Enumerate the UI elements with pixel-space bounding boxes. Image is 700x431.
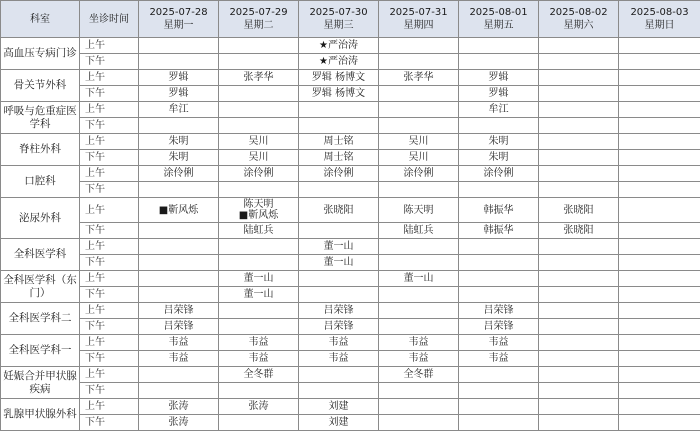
doctor-cell	[299, 367, 379, 383]
period-label: 上午	[80, 367, 139, 383]
doctor-cell	[299, 102, 379, 118]
doctor-cell	[139, 223, 219, 239]
doctor-cell: 陆虹兵	[219, 223, 299, 239]
doctor-cell	[379, 38, 459, 54]
schedule-row	[1, 38, 700, 54]
doctor-cell	[219, 86, 299, 102]
day-date: 2025-07-29	[229, 7, 287, 18]
period-label: 下午	[80, 287, 139, 303]
day-header-mon	[139, 1, 219, 38]
doctor-cell: 张涛	[219, 399, 299, 415]
doctor-cell	[219, 182, 299, 198]
department-name: 全科医学科（东门）	[1, 271, 80, 303]
doctor-cell: 韦益	[459, 351, 539, 367]
doctor-cell: 刘建	[299, 415, 379, 431]
day-header-tue	[219, 1, 299, 38]
doctor-cell	[619, 319, 700, 335]
period-label: 上午	[80, 38, 139, 54]
doctor-cell	[379, 86, 459, 102]
doctor-cell: 陈天明 ■靳风烁	[219, 198, 299, 223]
period-label: 上午	[80, 335, 139, 351]
doctor-cell: 韦益	[299, 335, 379, 351]
doctor-cell	[459, 54, 539, 70]
doctor-cell	[539, 182, 619, 198]
doctor-cell: 牟江	[139, 102, 219, 118]
doctor-cell: 吕荣锋	[139, 319, 219, 335]
doctor-cell: 吴川	[219, 134, 299, 150]
doctor-cell	[619, 287, 700, 303]
doctor-cell	[539, 150, 619, 166]
doctor-cell: 吕荣锋	[459, 303, 539, 319]
doctor-cell	[299, 223, 379, 239]
schedule-row	[1, 198, 700, 223]
period-label: 下午	[80, 150, 139, 166]
doctor-cell	[619, 367, 700, 383]
doctor-cell: 吕荣锋	[299, 303, 379, 319]
day-header-thu	[379, 1, 459, 38]
doctor-cell	[619, 70, 700, 86]
doctor-cell: 韦益	[139, 335, 219, 351]
doctor-cell	[539, 287, 619, 303]
doctor-cell	[219, 383, 299, 399]
doctor-cell: 涂伶俐	[459, 166, 539, 182]
doctor-cell: ★严治涛	[299, 54, 379, 70]
doctor-cell: 陈天明	[379, 198, 459, 223]
schedule-row	[1, 319, 700, 335]
department-name: 呼吸与危重症医学科	[1, 102, 80, 134]
doctor-cell	[539, 399, 619, 415]
doctor-cell	[219, 319, 299, 335]
doctor-cell	[619, 150, 700, 166]
period-label: 上午	[80, 303, 139, 319]
doctor-cell: 罗辑 杨博文	[299, 70, 379, 86]
schedule-row	[1, 399, 700, 415]
doctor-cell	[139, 38, 219, 54]
doctor-cell	[299, 383, 379, 399]
day-weekday: 星期五	[484, 20, 514, 31]
doctor-cell	[619, 351, 700, 367]
doctor-cell	[539, 335, 619, 351]
doctor-cell	[219, 54, 299, 70]
doctor-cell: ■靳风烁	[139, 198, 219, 223]
day-weekday: 星期四	[404, 20, 434, 31]
schedule-row	[1, 102, 700, 118]
doctor-cell	[379, 383, 459, 399]
doctor-cell: 朱明	[139, 150, 219, 166]
doctor-cell	[539, 351, 619, 367]
doctor-cell: 韦益	[299, 351, 379, 367]
doctor-cell	[459, 38, 539, 54]
period-label: 下午	[80, 319, 139, 335]
period-label: 上午	[80, 239, 139, 255]
doctor-cell	[539, 70, 619, 86]
doctor-cell	[379, 319, 459, 335]
doctor-cell	[379, 239, 459, 255]
doctor-cell: 张涛	[139, 399, 219, 415]
doctor-cell	[219, 239, 299, 255]
doctor-cell: 张涛	[139, 415, 219, 431]
schedule-row	[1, 255, 700, 271]
period-label: 下午	[80, 383, 139, 399]
schedule-row	[1, 70, 700, 86]
doctor-cell: 刘建	[299, 399, 379, 415]
schedule-row	[1, 150, 700, 166]
doctor-cell	[619, 54, 700, 70]
doctor-cell	[619, 118, 700, 134]
doctor-cell: 韦益	[379, 351, 459, 367]
doctor-cell	[139, 367, 219, 383]
doctor-cell: 陆虹兵	[379, 223, 459, 239]
doctor-cell: 吕荣锋	[459, 319, 539, 335]
day-date: 2025-07-31	[389, 7, 447, 18]
doctor-cell: 涂伶俐	[139, 166, 219, 182]
department-name: 全科医学科二	[1, 303, 80, 335]
doctor-cell: 全冬群	[379, 367, 459, 383]
schedule-row	[1, 287, 700, 303]
day-header-fri	[459, 1, 539, 38]
doctor-cell	[619, 399, 700, 415]
doctor-cell	[219, 255, 299, 271]
day-header-sat	[539, 1, 619, 38]
doctor-cell: 朱明	[139, 134, 219, 150]
doctor-cell: 吴川	[219, 150, 299, 166]
schedule-row	[1, 303, 700, 319]
doctor-cell: 朱明	[459, 134, 539, 150]
doctor-cell	[379, 182, 459, 198]
day-weekday: 星期日	[645, 20, 675, 31]
doctor-cell: 周士铭	[299, 134, 379, 150]
period-label: 上午	[80, 102, 139, 118]
doctor-cell: 吴川	[379, 150, 459, 166]
doctor-cell	[539, 255, 619, 271]
doctor-cell: 吕荣锋	[299, 319, 379, 335]
doctor-cell: 韦益	[379, 335, 459, 351]
period-label: 下午	[80, 182, 139, 198]
doctor-cell: 韩振华	[459, 223, 539, 239]
doctor-cell	[379, 102, 459, 118]
doctor-cell: 罗辑	[139, 86, 219, 102]
time-header: 坐诊时间	[80, 1, 139, 38]
doctor-cell	[539, 102, 619, 118]
doctor-cell: 韩振华	[459, 198, 539, 223]
period-label: 下午	[80, 86, 139, 102]
doctor-cell	[539, 118, 619, 134]
doctor-cell: 董一山	[379, 271, 459, 287]
doctor-cell	[299, 271, 379, 287]
doctor-cell: 董一山	[219, 287, 299, 303]
schedule-row	[1, 118, 700, 134]
doctor-cell: 韦益	[139, 351, 219, 367]
day-header-sun	[619, 1, 700, 38]
doctor-cell	[459, 182, 539, 198]
doctor-cell: 吴川	[379, 134, 459, 150]
doctor-cell: 董一山	[299, 255, 379, 271]
day-date: 2025-07-30	[309, 7, 367, 18]
doctor-cell	[459, 383, 539, 399]
period-label: 下午	[80, 223, 139, 239]
doctor-cell: 张晓阳	[539, 223, 619, 239]
doctor-cell	[619, 86, 700, 102]
period-label: 下午	[80, 54, 139, 70]
period-label: 下午	[80, 255, 139, 271]
doctor-cell	[219, 303, 299, 319]
dept-header: 科室	[1, 1, 80, 38]
schedule-row	[1, 134, 700, 150]
schedule-row	[1, 351, 700, 367]
doctor-cell: 涂伶俐	[379, 166, 459, 182]
doctor-cell	[299, 118, 379, 134]
doctor-cell	[539, 86, 619, 102]
doctor-cell: 韦益	[219, 335, 299, 351]
doctor-cell: 朱明	[459, 150, 539, 166]
doctor-cell: 董一山	[219, 271, 299, 287]
doctor-cell	[539, 271, 619, 287]
schedule-row	[1, 383, 700, 399]
doctor-cell	[619, 38, 700, 54]
doctor-cell	[619, 383, 700, 399]
schedule-row	[1, 271, 700, 287]
doctor-cell: 董一山	[299, 239, 379, 255]
schedule-row	[1, 86, 700, 102]
doctor-cell: 牟江	[459, 102, 539, 118]
doctor-cell	[539, 367, 619, 383]
doctor-cell	[459, 367, 539, 383]
schedule-body	[1, 38, 700, 431]
doctor-cell: 涂伶俐	[299, 166, 379, 182]
doctor-cell: 涂伶俐	[219, 166, 299, 182]
day-weekday: 星期六	[564, 20, 594, 31]
doctor-cell	[619, 182, 700, 198]
doctor-cell: 罗辑	[459, 86, 539, 102]
period-label: 下午	[80, 118, 139, 134]
schedule-row	[1, 239, 700, 255]
doctor-cell: 罗辑 杨博文	[299, 86, 379, 102]
header-row	[1, 1, 700, 38]
doctor-cell	[379, 287, 459, 303]
doctor-cell: 全冬群	[219, 367, 299, 383]
doctor-cell	[619, 303, 700, 319]
doctor-cell	[379, 54, 459, 70]
department-name: 脊柱外科	[1, 134, 80, 166]
doctor-cell: 罗辑	[459, 70, 539, 86]
doctor-cell	[619, 134, 700, 150]
doctor-cell	[139, 118, 219, 134]
department-name: 全科医学科一	[1, 335, 80, 367]
doctor-cell	[379, 118, 459, 134]
doctor-cell	[219, 102, 299, 118]
doctor-cell	[619, 223, 700, 239]
doctor-cell	[619, 239, 700, 255]
doctor-cell	[539, 54, 619, 70]
period-label: 上午	[80, 134, 139, 150]
department-name: 妊娠合并甲状腺疾病	[1, 367, 80, 399]
doctor-cell	[619, 198, 700, 223]
period-label: 上午	[80, 271, 139, 287]
day-header-wed	[299, 1, 379, 38]
doctor-cell	[539, 166, 619, 182]
period-label: 上午	[80, 70, 139, 86]
doctor-cell: 张晓阳	[539, 198, 619, 223]
doctor-cell	[539, 239, 619, 255]
doctor-cell	[459, 118, 539, 134]
schedule-row	[1, 182, 700, 198]
doctor-cell: 吕荣锋	[139, 303, 219, 319]
department-name: 口腔科	[1, 166, 80, 198]
doctor-cell: 罗辑	[139, 70, 219, 86]
doctor-cell	[139, 54, 219, 70]
doctor-cell	[459, 239, 539, 255]
doctor-cell	[619, 255, 700, 271]
doctor-cell	[299, 182, 379, 198]
doctor-cell	[619, 271, 700, 287]
period-label: 下午	[80, 351, 139, 367]
doctor-cell	[459, 271, 539, 287]
doctor-cell	[139, 271, 219, 287]
period-label: 上午	[80, 198, 139, 223]
doctor-cell	[539, 38, 619, 54]
doctor-cell	[139, 255, 219, 271]
doctor-cell: 张孝华	[379, 70, 459, 86]
schedule-row	[1, 367, 700, 383]
doctor-cell: 张晓阳	[299, 198, 379, 223]
day-weekday: 星期三	[324, 20, 354, 31]
day-weekday: 星期二	[244, 20, 274, 31]
day-weekday: 星期一	[164, 20, 194, 31]
day-date: 2025-07-28	[149, 7, 207, 18]
doctor-cell	[139, 182, 219, 198]
department-name: 乳腺甲状腺外科	[1, 399, 80, 431]
doctor-cell	[379, 255, 459, 271]
department-name: 高血压专病门诊	[1, 38, 80, 70]
period-label: 上午	[80, 166, 139, 182]
doctor-cell	[539, 319, 619, 335]
doctor-cell	[379, 303, 459, 319]
doctor-cell	[619, 102, 700, 118]
doctor-cell	[539, 383, 619, 399]
department-name: 全科医学科	[1, 239, 80, 271]
doctor-cell	[619, 335, 700, 351]
doctor-cell	[459, 255, 539, 271]
doctor-cell	[379, 399, 459, 415]
doctor-cell	[539, 303, 619, 319]
doctor-cell	[299, 287, 379, 303]
doctor-cell	[219, 38, 299, 54]
doctor-cell	[139, 383, 219, 399]
schedule-row	[1, 335, 700, 351]
doctor-cell: 张孝华	[219, 70, 299, 86]
period-label: 上午	[80, 399, 139, 415]
day-date: 2025-08-02	[549, 7, 607, 18]
doctor-cell	[459, 287, 539, 303]
doctor-cell	[139, 239, 219, 255]
doctor-cell	[459, 399, 539, 415]
schedule-row	[1, 166, 700, 182]
doctor-cell: 韦益	[219, 351, 299, 367]
doctor-cell: 韦益	[459, 335, 539, 351]
schedule-row	[1, 223, 700, 239]
doctor-cell: ★严治涛	[299, 38, 379, 54]
doctor-cell: 周士铭	[299, 150, 379, 166]
schedule-row	[1, 54, 700, 70]
doctor-cell	[139, 287, 219, 303]
doctor-cell	[219, 118, 299, 134]
doctor-cell	[539, 134, 619, 150]
department-name: 骨关节外科	[1, 70, 80, 102]
department-name: 泌尿外科	[1, 198, 80, 239]
doctor-cell	[619, 166, 700, 182]
day-date: 2025-08-01	[469, 7, 527, 18]
day-date: 2025-08-03	[630, 7, 688, 18]
period-label: 下午	[80, 415, 139, 431]
